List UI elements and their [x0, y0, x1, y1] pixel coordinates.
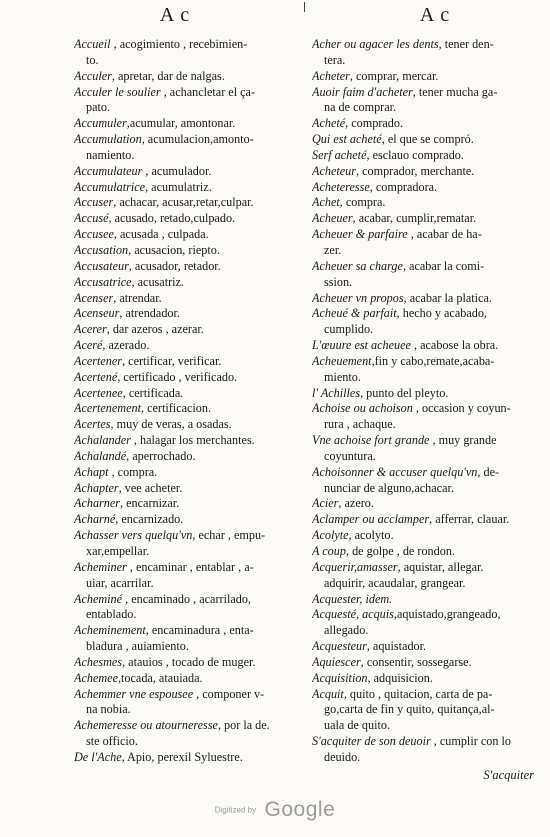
- dictionary-line: [312, 592, 534, 608]
- dictionary-line: [74, 449, 298, 465]
- headword: Achapt: [74, 464, 109, 479]
- dictionary-line: [74, 639, 298, 655]
- dictionary-line: [312, 132, 534, 148]
- headword: Aceré: [74, 338, 103, 353]
- headword: Accuser: [74, 195, 114, 210]
- headword: Acenser: [74, 290, 114, 305]
- dictionary-line: [74, 132, 298, 148]
- catchword: S'acquiter: [483, 768, 534, 782]
- dictionary-line: [74, 718, 298, 734]
- headword: Accusee: [74, 227, 114, 242]
- headword: Achoisonner & accuser quelqu'vn: [312, 464, 478, 479]
- definition-text: , aperrochado.: [126, 448, 196, 463]
- dictionary-line: [74, 417, 298, 433]
- headword: Auoir faim d'acheter: [312, 84, 413, 99]
- dictionary-line: [312, 687, 534, 703]
- headword: L'œuure est acheuee: [312, 338, 411, 353]
- headword: Accumuler: [74, 116, 127, 131]
- definition-text: , vee acheter.: [118, 480, 183, 495]
- dictionary-line: [74, 338, 298, 354]
- headword: Achalander: [74, 433, 131, 448]
- definition-text: , certificar, verificar.: [122, 353, 222, 368]
- definition-text: na nobia.: [86, 702, 131, 717]
- definition-text: , encarnizar.: [120, 496, 180, 511]
- headword: Acheuer & parfaire: [312, 227, 408, 242]
- dictionary-line: [74, 259, 298, 275]
- headword: Acquerir,amasser: [312, 559, 398, 574]
- dictionary-line: [74, 243, 298, 259]
- dictionary-line: [74, 275, 298, 291]
- definition-text: , azero.: [338, 496, 374, 511]
- dictionary-line: [74, 354, 298, 370]
- definition-text: miento.: [324, 369, 361, 384]
- definition-text: , acumulador.: [142, 163, 212, 178]
- headword: Acier: [312, 496, 339, 511]
- headword: Achet: [312, 195, 340, 210]
- dictionary-line: [74, 528, 298, 544]
- dictionary-line: [74, 148, 298, 164]
- definition-text: allegado.: [324, 623, 369, 638]
- dictionary-line: [312, 718, 534, 734]
- dictionary-line: [74, 116, 298, 132]
- dictionary-line: [74, 544, 298, 560]
- headword: Acheteresse: [312, 179, 370, 194]
- dictionary-line: [74, 687, 298, 703]
- definition-text: namiento.: [86, 147, 135, 162]
- dictionary-line: [312, 275, 534, 291]
- definition-text: , achancletar el ça-: [160, 84, 256, 99]
- dictionary-line: [74, 37, 298, 53]
- dictionary-line: [74, 671, 298, 687]
- headword: Acenseur: [74, 306, 120, 321]
- dictionary-line: [74, 306, 298, 322]
- headword: Acquisition: [312, 670, 368, 685]
- column-divider: [304, 2, 305, 12]
- definition-text: nunciar de alguno,achacar.: [324, 480, 454, 495]
- definition-text: ste officio.: [86, 734, 138, 749]
- dictionary-line: [74, 53, 298, 69]
- definition-text: , cumplir con lo: [430, 734, 511, 749]
- definition-text: , acumulacion,amonto-: [141, 132, 254, 147]
- dictionary-line: [74, 623, 298, 639]
- headword: Acertenement: [74, 401, 141, 416]
- dictionary-line: [312, 496, 534, 512]
- dictionary-line: [74, 69, 298, 85]
- dictionary-line: [312, 195, 534, 211]
- dictionary-line: [74, 655, 298, 671]
- headword: Acheminé: [74, 591, 123, 606]
- definition-text: ,tocada, atauiada.: [117, 670, 203, 685]
- definition-text: , encaminar , entablar , a-: [126, 559, 254, 574]
- watermark-prefix: Digitized by: [214, 805, 257, 815]
- headword: Acertenee: [74, 385, 123, 400]
- dictionary-line: [312, 607, 534, 623]
- headword: Acquesté, acquis: [312, 607, 394, 622]
- dictionary-line: [312, 401, 534, 417]
- headword: Accusatrice: [74, 274, 132, 289]
- headword: Acheminer: [74, 559, 127, 574]
- definition-text: , comprador, merchante.: [356, 163, 475, 178]
- headword: Accusé: [74, 211, 109, 226]
- dictionary-line: [74, 291, 298, 307]
- dictionary-line: [312, 639, 534, 655]
- definition-text: , tener den-: [438, 37, 494, 51]
- definition-text: , muy de veras, a osadas.: [110, 417, 232, 432]
- headword: Acheuer vn propos: [312, 290, 404, 305]
- definition-text: ,fin y cabo,remate,acaba-: [371, 353, 495, 368]
- dictionary-line: [312, 322, 534, 338]
- definition-text: , de golpe , de rondon.: [345, 544, 455, 558]
- headword: A coup: [312, 544, 346, 558]
- headword: De l'Ache: [74, 749, 122, 764]
- headword: Acharné: [74, 512, 116, 527]
- definition-text: , acumulatriz.: [145, 179, 212, 194]
- dictionary-line: [312, 211, 534, 227]
- headword: Accusation: [74, 242, 129, 257]
- headword: Acheuement: [312, 353, 372, 368]
- right-column: [312, 37, 534, 766]
- definition-text: , de-: [477, 464, 500, 479]
- dictionary-line: [312, 53, 534, 69]
- left-column: [74, 37, 298, 766]
- definition-text: , acusado, retado,culpado.: [108, 211, 236, 226]
- dictionary-line: [74, 195, 298, 211]
- definition-text: , acolyto.: [348, 528, 394, 543]
- definition-text: , occasion y coyun-: [412, 401, 511, 416]
- headword: Acquit: [312, 686, 344, 701]
- headword: Achalandé: [74, 448, 127, 463]
- headword: Accumulatrice: [74, 179, 146, 194]
- headword: Accusateur: [74, 258, 129, 273]
- dictionary-line: [74, 227, 298, 243]
- dictionary-line: [74, 164, 298, 180]
- definition-text: , acabose la obra.: [410, 338, 499, 353]
- dictionary-line: [312, 291, 534, 307]
- definition-text: ssion.: [324, 274, 353, 289]
- digitized-watermark: [0, 798, 550, 822]
- headword: Acculer le soulier: [74, 84, 161, 99]
- headword: l' Achilles: [312, 385, 361, 400]
- headword: Accueil: [74, 37, 111, 51]
- definition-text: entablado.: [86, 607, 137, 622]
- definition-text: , apretar, dar de nalgas.: [111, 68, 225, 83]
- definition-text: , Apio, perexil Syluestre.: [121, 749, 243, 764]
- definition-text: , dar azeros , azerar.: [106, 322, 204, 337]
- dictionary-line: [312, 164, 534, 180]
- definition-text: bladura , auiamiento.: [86, 639, 189, 654]
- dictionary-line: [74, 211, 298, 227]
- dictionary-line: [312, 544, 534, 560]
- definition-text: , acusatriz.: [131, 274, 184, 289]
- definition-text: , certificado , verificado.: [117, 369, 238, 384]
- headword: Achemeresse ou atourneresse: [74, 718, 218, 733]
- headword: Achoise ou achoison: [312, 401, 413, 416]
- definition-text: , compradora.: [369, 179, 438, 194]
- dictionary-line: [74, 322, 298, 338]
- headword: Qui est acheté: [312, 132, 382, 147]
- definition-text: , por la de.: [217, 718, 270, 733]
- dictionary-line: [312, 702, 534, 718]
- definition-text: , certificacion.: [141, 401, 212, 416]
- headword: Achasser vers quelqu'vn: [74, 528, 193, 543]
- headword: Acheuer sa charge: [312, 258, 403, 273]
- definition-text: rura , achaque.: [324, 417, 396, 432]
- headword: Acertené: [74, 369, 118, 384]
- dictionary-line: [74, 386, 298, 402]
- headword: Acheté: [312, 116, 346, 131]
- definition-text: , consentir, sossegarse.: [360, 654, 472, 669]
- definition-text: , punto del pleyto.: [360, 385, 449, 400]
- dictionary-line: [312, 100, 534, 116]
- dictionary-line: [312, 116, 534, 132]
- headword: Acertes: [74, 417, 111, 432]
- dictionary-line: [74, 496, 298, 512]
- headword: Acher ou agacer les dents: [312, 37, 439, 51]
- dictionary-line: [312, 465, 534, 481]
- definition-text: , comprar, mercar.: [349, 68, 439, 83]
- headword: Accumulateur: [74, 163, 143, 178]
- dictionary-line: [312, 37, 534, 53]
- headword: Acerer: [74, 322, 107, 337]
- dictionary-line: [312, 576, 534, 592]
- headword: Serf acheté: [312, 147, 367, 162]
- definition-text: , acusador, retador.: [128, 258, 221, 273]
- headword: Acheuer: [312, 211, 353, 226]
- dictionary-line: [312, 338, 534, 354]
- headword: Acquester, idem.: [312, 591, 393, 606]
- definition-text: , muy grande: [429, 433, 497, 448]
- dictionary-line: [74, 512, 298, 528]
- watermark-brand: Google: [264, 798, 336, 821]
- headword: Aquiescer: [312, 654, 361, 669]
- definition-text: , azerado.: [102, 338, 150, 353]
- dictionary-line: [312, 148, 534, 164]
- definition-text: , atrendar.: [113, 290, 162, 305]
- headword: Accumulation: [74, 132, 142, 147]
- headword: Acertener: [74, 353, 123, 368]
- definition-text: go,carta de fin y quito, quitança,al-: [324, 702, 495, 717]
- definition-text: deuido.: [324, 749, 361, 764]
- definition-text: tera.: [324, 52, 346, 67]
- page-header-right: A c: [419, 4, 451, 26]
- dictionary-line: [74, 370, 298, 386]
- dictionary-line: [312, 481, 534, 497]
- definition-text: , quito , quitacion, carta de pa-: [343, 686, 493, 701]
- headword: S'acquiter de son deuoir: [312, 734, 431, 749]
- dictionary-line: [312, 750, 534, 766]
- headword: Achesmes: [74, 654, 123, 669]
- dictionary-line: [74, 702, 298, 718]
- definition-text: pato.: [86, 100, 111, 115]
- dictionary-line: [312, 354, 534, 370]
- dictionary-line: [74, 607, 298, 623]
- definition-text: na de comprar.: [324, 100, 397, 115]
- dictionary-line: [74, 560, 298, 576]
- definition-text: , compra.: [339, 195, 386, 210]
- dictionary-line: [312, 623, 534, 639]
- dictionary-line: [74, 85, 298, 101]
- definition-text: , acusacion, riepto.: [128, 242, 220, 257]
- dictionary-line: [312, 386, 534, 402]
- headword: Acquesteur: [312, 639, 367, 654]
- definition-text: uiar, acarrilar.: [86, 575, 154, 590]
- definition-text: ,acumular, amontonar.: [126, 116, 236, 131]
- headword: Acheminement: [74, 623, 146, 638]
- headword: Acolyte: [312, 528, 349, 543]
- dictionary-line: [312, 227, 534, 243]
- dictionary-line: [312, 370, 534, 386]
- headword: Achapter: [74, 480, 119, 495]
- definition-text: , achacar, acusar,retar,culpar.: [113, 195, 254, 210]
- definition-text: , atauios , tocado de muger.: [122, 654, 256, 669]
- definition-text: to.: [86, 52, 99, 67]
- dictionary-line: [312, 69, 534, 85]
- dictionary-line: [74, 180, 298, 196]
- definition-text: , el que se compró.: [381, 132, 474, 147]
- definition-text: , halagar los merchantes.: [130, 433, 255, 448]
- page-header-left: A c: [159, 4, 191, 26]
- dictionary-line: [74, 750, 298, 766]
- dictionary-line: [312, 180, 534, 196]
- definition-text: , encaminado , acarrilado,: [122, 591, 251, 606]
- dictionary-line: [312, 433, 534, 449]
- definition-text: coyuntura.: [324, 448, 376, 463]
- dictionary-line: [74, 100, 298, 116]
- headword: Vne achoise fort grande: [312, 433, 430, 448]
- dictionary-line: [74, 401, 298, 417]
- dictionary-line: [312, 512, 534, 528]
- definition-text: zer.: [324, 242, 342, 257]
- definition-text: , acabar, cumplir,rematar.: [352, 211, 477, 226]
- dictionary-line: [312, 243, 534, 259]
- dictionary-line: [74, 465, 298, 481]
- headword: Achemmer vne espousee: [74, 686, 194, 701]
- definition-text: , acabar de ha-: [407, 227, 482, 242]
- dictionary-line: [312, 655, 534, 671]
- dictionary-line: [74, 734, 298, 750]
- headword: Aclamper ou acclamper: [312, 512, 430, 527]
- dictionary-line: [74, 481, 298, 497]
- headword: Achemee: [74, 670, 118, 685]
- definition-text: , echar , empu-: [192, 528, 266, 543]
- definition-text: , aquistar, allegar.: [397, 559, 484, 574]
- dictionary-line: [74, 592, 298, 608]
- dictionary-line: [312, 449, 534, 465]
- dictionary-line: [74, 433, 298, 449]
- definition-text: , certificada.: [122, 385, 184, 400]
- headword: Acheteur: [312, 163, 356, 178]
- definition-text: adquirir, acaudalar, grangear.: [324, 575, 466, 590]
- definition-text: , tener mucha ga-: [412, 84, 498, 99]
- dictionary-line: [312, 734, 534, 750]
- definition-text: , acabar la platica.: [403, 290, 492, 305]
- headword: Acheter: [312, 68, 350, 83]
- definition-text: cumplido.: [324, 322, 374, 337]
- headword: Acharner: [74, 496, 121, 511]
- definition-text: , encaminadura , enta-: [145, 623, 254, 638]
- definition-text: ,aquistado,grangeado,: [393, 607, 501, 622]
- definition-text: , aquistador.: [366, 639, 427, 654]
- definition-text: , acogimiento , recebimien-: [110, 37, 248, 51]
- definition-text: , adquisicion.: [367, 670, 433, 685]
- dictionary-line: [312, 528, 534, 544]
- dictionary-line: [74, 576, 298, 592]
- definition-text: , acusada , culpada.: [113, 227, 209, 242]
- definition-text: xar,empellar.: [86, 544, 150, 558]
- definition-text: , compra.: [108, 464, 158, 479]
- dictionary-line: [312, 259, 534, 275]
- dictionary-line: [312, 417, 534, 433]
- definition-text: , hecho y acabado,: [396, 306, 487, 321]
- definition-text: , componer v-: [193, 686, 265, 701]
- headword: Acheué & parfait: [312, 306, 397, 321]
- dictionary-line: [312, 560, 534, 576]
- definition-text: , afferrar, clauar.: [429, 512, 510, 527]
- definition-text: , encarnizado.: [115, 512, 184, 527]
- definition-text: , comprado.: [345, 116, 404, 131]
- definition-text: , esclauo comprado.: [366, 147, 464, 162]
- dictionary-line: [312, 671, 534, 687]
- definition-text: , atrendador.: [119, 306, 180, 321]
- dictionary-line: [312, 306, 534, 322]
- headword: Acculer: [74, 68, 112, 83]
- dictionary-line: [312, 85, 534, 101]
- definition-text: uala de quito.: [324, 718, 390, 733]
- definition-text: , acabar la comi-: [402, 258, 485, 273]
